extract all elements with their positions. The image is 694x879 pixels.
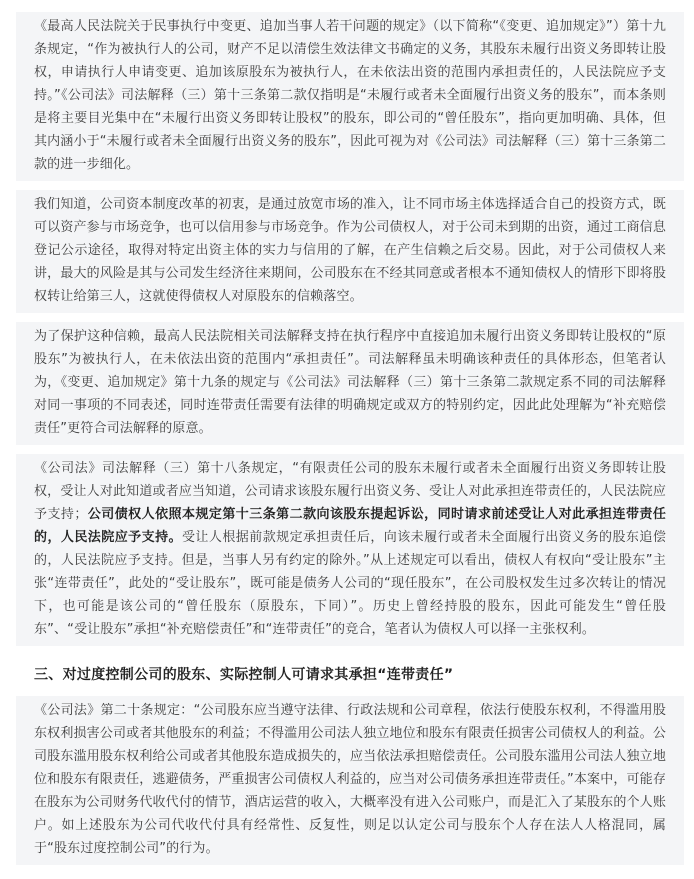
section-heading: 三、对过度控制公司的股东、实际控制人可请求其承担“连带责任” (34, 667, 454, 683)
paragraph-text: 为了保护这种信赖，最高人民法院相关司法解释支持在执行程序中直接追加未履行出资义务即转让股权的“原股东”为被执行人，在未依法出资的范围内“承担责任”。司法解释虽未明确该种责任的具体形态，但笔者认为，《变更、追加规定》第十九条的规定与《公司法》司法解释（三）第十三条第二款规定系不同的司法解释对同一事项的不同表述，同时连带责任需要有法律的明确规定或双方的特别约定，因此此处理解为“补充赔偿责任”更符合司法解释的原意。 (34, 329, 666, 436)
paragraph-text: 我们知道，公司资本制度改革的初衷，是通过放宽市场的准入，让不同市场主体选择适合自己的投资方式，既可以资产参与市场竞争，也可以信用参与市场竞争。作为公司债权人，对于公司未到期的出资，通过工商信息登记公示途径，取得对特定出资主体的实力与信用的了解，在产生信赖之后交易。因此，对于公司债权人来讲，最大的风险是其与公司发生经济往来期间，公司股东在不经其同意或者根本不通知债权人的情形下即将股权转让给第三人，这就使得债权人对原股东的信赖落空。 (34, 197, 666, 304)
paragraph-article-20 (16, 696, 684, 865)
paragraph-article-18 (16, 454, 684, 646)
paragraph-protect-trust (16, 322, 684, 445)
paragraph-text: 《公司法》第二十条规定：“公司股东应当遵守法律、行政法规和公司章程，依法行使股东权利，不得滥用股东权利损害公司或者其他股东的利益；不得滥用公司法人独立地位和股东有限责任损害公司债权人的利益。公司股东滥用股东权利给公司或者其他股东造成损失的，应当依法承担赔偿责任。公司股东滥用公司法人独立地位和股东有限责任，逃避债务，严重损害公司债权人利益的，应当对公司债务承担连带责任。”本案中，可能存在股东为公司财务代收代付的情节，酒店运营的收入，大概率没有进入公司账户，而是汇入了某股东的个人账户。如上述股东为公司代收代付具有经常性、反复性，则足以认定公司与股东个人存在法人人格混同，属于“股东过度控制公司”的行为。 (34, 703, 666, 856)
paragraph-text-before: 《公司法》司法解释（三）第十八条规定，“有限责任公司的股东未履行或者未全面履行出资义务即转让股权，受让人对此知道或者应当知道，公司请求该股东履行出资义务、受让人对此承担连带责任的，人民法院应予支持； (34, 461, 666, 522)
paragraph-text: 《最高人民法院关于民事执行中变更、追加当事人若干问题的规定》（以下简称“《变更、追加规定》”）第十九条规定，“作为被执行人的公司，财产不足以清偿生效法律文书确定的义务，其股东未履行出资义务即转让股权，申请执行人申请变更、追加该原股东为被执行人，在未依法出资的范围内承担责任的，人民法院应予支持。”《公司法》司法解释（三）第十三条第二款仅指明是“未履行或者未全面履行出资义务的股东”，而本条则是将主要目光集中在“未履行出资义务即转让股权”的股东，即公司的“曾任股东”，指向更加明确、具体，但其内涵小于“未履行或者未全面履行出资义务的股东”，因此可视为对《公司法》司法解释（三）第十三条第二款的进一步细化。 (34, 19, 666, 172)
paragraph-bold-emphasis: 公司债权人依照本规定第十三条第二款向该股东提起诉讼，同时请求前述受让人对此承担连带责任的，人民法院应予支持。 (34, 507, 666, 545)
paragraph-text-after: 受让人根据前款规定承担责任后，向该未履行或者未全面履行出资义务的股东追偿的，人民法院应予支持。但是，当事人另有约定的除外。”从上述规定可以看出，债权人有权向“受让股东”主张“连带责任”，此处的“受让股东”，既可能是债务人公司的“现任股东”，在公司股权发生过多次转让的情况下，也可能是该公司的“曾任股东（原股东，下同）”。历史上曾经持股的股东，因此可能发生“曾任股东”、“受让股东”承担“补充赔偿责任”和“连带责任”的竞合，笔者认为债权人可以择一主张权利。 (34, 530, 666, 637)
paragraph-capital-reform (16, 190, 684, 313)
paragraph-change-add-rules (16, 12, 684, 181)
